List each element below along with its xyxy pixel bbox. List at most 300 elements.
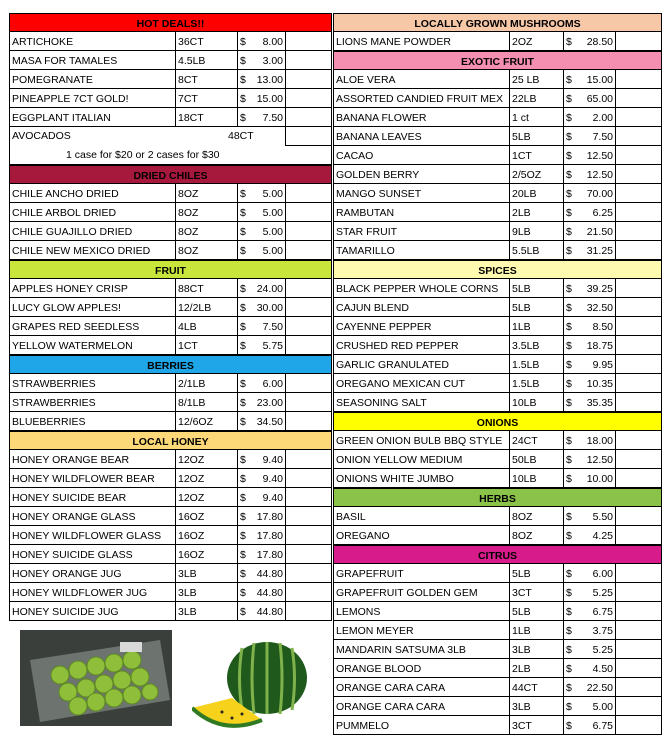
price-value: 35.35 bbox=[586, 397, 613, 409]
item-price bbox=[564, 317, 616, 335]
empty-cell bbox=[286, 222, 331, 240]
empty-cell bbox=[616, 564, 661, 582]
item-size: 22LB bbox=[510, 89, 564, 107]
price-value: 8.50 bbox=[592, 321, 613, 333]
item-row bbox=[10, 279, 331, 298]
item-row bbox=[334, 222, 661, 241]
item-price bbox=[238, 526, 286, 544]
item-size: 8OZ bbox=[510, 507, 564, 525]
item-row bbox=[334, 640, 661, 659]
price-value: 5.25 bbox=[592, 587, 613, 599]
currency-symbol: $ bbox=[566, 625, 572, 637]
currency-symbol: $ bbox=[566, 302, 572, 314]
empty-cell bbox=[286, 279, 331, 297]
item-size: 2/5OZ bbox=[510, 165, 564, 183]
empty-cell bbox=[286, 89, 331, 107]
item-name: SEASONING SALT bbox=[334, 393, 510, 411]
item-name: LEMON MEYER bbox=[334, 621, 510, 639]
item-name: STAR FRUIT bbox=[334, 222, 510, 240]
item-row bbox=[10, 108, 331, 127]
currency-symbol: $ bbox=[566, 682, 572, 694]
currency-symbol: $ bbox=[240, 93, 246, 105]
empty-cell bbox=[286, 241, 331, 259]
item-name: HONEY WILDFLOWER BEAR bbox=[10, 469, 176, 487]
section-header bbox=[10, 355, 331, 374]
item-name: LIONS MANE POWDER bbox=[334, 32, 510, 50]
price-value: 5.00 bbox=[592, 701, 613, 713]
item-price bbox=[564, 526, 616, 544]
price-value: 9.95 bbox=[592, 359, 613, 371]
item-name: GRAPES RED SEEDLESS bbox=[10, 317, 176, 335]
empty-cell bbox=[286, 374, 331, 392]
currency-symbol: $ bbox=[240, 207, 246, 219]
empty-cell bbox=[616, 678, 661, 696]
item-size: 44CT bbox=[510, 678, 564, 696]
section-header bbox=[334, 51, 661, 70]
item-name: GARLIC GRANULATED bbox=[334, 355, 510, 373]
price-value: 28.50 bbox=[586, 36, 613, 48]
item-size: 8OZ bbox=[176, 184, 238, 202]
currency-symbol: $ bbox=[240, 245, 246, 257]
empty-cell bbox=[616, 279, 661, 297]
item-name: ORANGE BLOOD bbox=[334, 659, 510, 677]
section-header bbox=[334, 545, 661, 564]
price-value: 9.40 bbox=[262, 492, 283, 504]
section-header-label: LOCALLY GROWN MUSHROOMS bbox=[414, 18, 581, 30]
currency-symbol: $ bbox=[566, 530, 572, 542]
item-name: CAYENNE PEPPER bbox=[334, 317, 510, 335]
price-value: 5.00 bbox=[262, 245, 283, 257]
grapes-clamshell-photo bbox=[20, 630, 172, 726]
item-price bbox=[238, 412, 286, 430]
price-value: 12.50 bbox=[586, 169, 613, 181]
avocado-deal bbox=[10, 127, 331, 165]
item-size: 3CT bbox=[510, 583, 564, 601]
section-header-label: HERBS bbox=[479, 493, 516, 505]
section-header-label: CITRUS bbox=[477, 550, 518, 562]
price-value: 12.50 bbox=[586, 454, 613, 466]
item-row bbox=[334, 602, 661, 621]
price-value: 5.25 bbox=[592, 644, 613, 656]
empty-cell bbox=[286, 469, 331, 487]
item-name: HONEY SUICIDE BEAR bbox=[10, 488, 176, 506]
item-price bbox=[238, 51, 286, 69]
item-size: 16OZ bbox=[176, 526, 238, 544]
item-size: 7CT bbox=[176, 89, 238, 107]
empty-cell bbox=[286, 108, 331, 126]
currency-symbol: $ bbox=[240, 549, 246, 561]
price-value: 23.00 bbox=[256, 397, 283, 409]
item-row bbox=[10, 545, 331, 564]
item-name: ONION YELLOW MEDIUM bbox=[334, 450, 510, 468]
price-value: 9.40 bbox=[262, 454, 283, 466]
item-row bbox=[10, 602, 331, 621]
item-size: 2LB bbox=[510, 203, 564, 221]
empty-cell bbox=[616, 697, 661, 715]
item-size: 8OZ bbox=[176, 241, 238, 259]
item-row bbox=[10, 70, 331, 89]
price-value: 5.00 bbox=[262, 188, 283, 200]
item-row bbox=[10, 564, 331, 583]
item-size: 8CT bbox=[176, 70, 238, 88]
item-size: 12OZ bbox=[176, 488, 238, 506]
item-name: BANANA LEAVES bbox=[334, 127, 510, 145]
section-header bbox=[334, 13, 661, 32]
currency-symbol: $ bbox=[566, 359, 572, 371]
section-header bbox=[10, 165, 331, 184]
item-size: 1 ct bbox=[510, 108, 564, 126]
price-value: 8.00 bbox=[262, 36, 283, 48]
item-size: 5LB bbox=[510, 564, 564, 582]
item-row bbox=[10, 450, 331, 469]
item-name: ONIONS WHITE JUMBO bbox=[334, 469, 510, 487]
empty-cell bbox=[286, 526, 331, 544]
item-name: GOLDEN BERRY bbox=[334, 165, 510, 183]
item-name: HONEY SUICIDE GLASS bbox=[10, 545, 176, 563]
empty-cell bbox=[286, 336, 331, 354]
price-value: 9.40 bbox=[262, 473, 283, 485]
empty-cell bbox=[286, 51, 331, 69]
item-name: MASA FOR TAMALES bbox=[10, 51, 176, 69]
section-header bbox=[334, 488, 661, 507]
item-size: 20LB bbox=[510, 184, 564, 202]
price-value: 13.00 bbox=[256, 74, 283, 86]
price-value: 34.50 bbox=[256, 416, 283, 428]
item-row bbox=[334, 374, 661, 393]
section-header bbox=[10, 260, 331, 279]
item-price bbox=[564, 621, 616, 639]
currency-symbol: $ bbox=[240, 340, 246, 352]
item-row bbox=[334, 355, 661, 374]
section-header-label: EXOTIC FRUIT bbox=[461, 56, 534, 68]
currency-symbol: $ bbox=[240, 473, 246, 485]
currency-symbol: $ bbox=[240, 302, 246, 314]
empty-cell bbox=[286, 393, 331, 411]
item-price bbox=[564, 203, 616, 221]
currency-symbol: $ bbox=[240, 492, 246, 504]
item-name: BASIL bbox=[334, 507, 510, 525]
item-name: MANDARIN SATSUMA 3LB bbox=[334, 640, 510, 658]
price-value: 18.00 bbox=[586, 435, 613, 447]
item-size: 3LB bbox=[176, 583, 238, 601]
item-name: CHILE ANCHO DRIED bbox=[10, 184, 176, 202]
item-row bbox=[334, 146, 661, 165]
item-price bbox=[238, 336, 286, 354]
divider bbox=[285, 127, 286, 146]
item-name: PINEAPPLE 7CT GOLD! bbox=[10, 89, 176, 107]
currency-symbol: $ bbox=[566, 131, 572, 143]
item-price bbox=[564, 450, 616, 468]
currency-symbol: $ bbox=[240, 321, 246, 333]
item-name: ORANGE CARA CARA bbox=[334, 697, 510, 715]
item-row bbox=[334, 393, 661, 412]
item-row bbox=[334, 336, 661, 355]
currency-symbol: $ bbox=[240, 606, 246, 618]
item-size: 1CT bbox=[510, 146, 564, 164]
price-value: 17.80 bbox=[256, 511, 283, 523]
item-price bbox=[564, 241, 616, 259]
section-header-label: HOT DEALS!! bbox=[136, 18, 205, 30]
item-name: BANANA FLOWER bbox=[334, 108, 510, 126]
yellow-watermelon-photo bbox=[192, 638, 322, 736]
item-price bbox=[238, 374, 286, 392]
currency-symbol: $ bbox=[566, 207, 572, 219]
empty-cell bbox=[616, 716, 661, 734]
item-size: 5.5LB bbox=[510, 241, 564, 259]
item-price bbox=[564, 165, 616, 183]
currency-symbol: $ bbox=[566, 169, 572, 181]
item-row bbox=[10, 51, 331, 70]
item-price bbox=[564, 431, 616, 449]
item-size: 12OZ bbox=[176, 469, 238, 487]
item-name: HONEY WILDFLOWER JUG bbox=[10, 583, 176, 601]
item-size: 12/2LB bbox=[176, 298, 238, 316]
section-header-label: SPICES bbox=[478, 265, 517, 277]
item-price bbox=[238, 393, 286, 411]
item-size: 3.5LB bbox=[510, 336, 564, 354]
item-row bbox=[334, 279, 661, 298]
item-size: 10LB bbox=[510, 393, 564, 411]
price-value: 5.50 bbox=[592, 511, 613, 523]
price-value: 3.75 bbox=[592, 625, 613, 637]
price-value: 17.80 bbox=[256, 530, 283, 542]
item-price bbox=[238, 507, 286, 525]
item-name: ORANGE CARA CARA bbox=[334, 678, 510, 696]
item-row bbox=[334, 127, 661, 146]
item-size: 3LB bbox=[510, 640, 564, 658]
currency-symbol: $ bbox=[240, 587, 246, 599]
item-row bbox=[10, 374, 331, 393]
item-name: YELLOW WATERMELON bbox=[10, 336, 176, 354]
item-name: GRAPEFRUIT GOLDEN GEM bbox=[334, 583, 510, 601]
empty-cell bbox=[286, 583, 331, 601]
item-price bbox=[238, 602, 286, 620]
item-price bbox=[564, 659, 616, 677]
item-size: 5LB bbox=[510, 279, 564, 297]
item-name: GREEN ONION BULB BBQ STYLE bbox=[334, 431, 510, 449]
item-price bbox=[238, 203, 286, 221]
item-row bbox=[334, 697, 661, 716]
item-price bbox=[564, 222, 616, 240]
item-name: LUCY GLOW APPLES! bbox=[10, 298, 176, 316]
empty-cell bbox=[616, 165, 661, 183]
item-row bbox=[10, 507, 331, 526]
empty-cell bbox=[616, 450, 661, 468]
currency-symbol: $ bbox=[566, 36, 572, 48]
item-size: 3CT bbox=[510, 716, 564, 734]
item-size: 50LB bbox=[510, 450, 564, 468]
price-value: 4.50 bbox=[592, 663, 613, 675]
price-value: 5.00 bbox=[262, 207, 283, 219]
item-row bbox=[10, 336, 331, 355]
price-value: 31.25 bbox=[586, 245, 613, 257]
empty-cell bbox=[286, 317, 331, 335]
currency-symbol: $ bbox=[240, 55, 246, 67]
currency-symbol: $ bbox=[566, 378, 572, 390]
currency-symbol: $ bbox=[566, 568, 572, 580]
item-name: ARTICHOKE bbox=[10, 32, 176, 50]
section-header-label: ONIONS bbox=[476, 417, 519, 429]
item-row bbox=[334, 70, 661, 89]
empty-cell bbox=[616, 469, 661, 487]
price-value: 22.50 bbox=[586, 682, 613, 694]
item-row bbox=[334, 659, 661, 678]
item-size: 16OZ bbox=[176, 507, 238, 525]
item-size: 1LB bbox=[510, 621, 564, 639]
item-row bbox=[334, 89, 661, 108]
item-size: 4LB bbox=[176, 317, 238, 335]
item-name: APPLES HONEY CRISP bbox=[10, 279, 176, 297]
empty-cell bbox=[286, 564, 331, 582]
empty-cell bbox=[286, 203, 331, 221]
empty-cell bbox=[286, 545, 331, 563]
currency-symbol: $ bbox=[566, 93, 572, 105]
item-name: POMEGRANATE bbox=[10, 70, 176, 88]
price-value: 6.00 bbox=[262, 378, 283, 390]
price-value: 32.50 bbox=[586, 302, 613, 314]
section-header-label: BERRIES bbox=[147, 360, 194, 372]
empty-cell bbox=[616, 32, 661, 50]
item-name: CRUSHED RED PEPPER bbox=[334, 336, 510, 354]
price-value: 2.00 bbox=[592, 112, 613, 124]
currency-symbol: $ bbox=[566, 587, 572, 599]
item-price bbox=[564, 469, 616, 487]
item-size: 9LB bbox=[510, 222, 564, 240]
price-value: 17.80 bbox=[256, 549, 283, 561]
item-size: 25 LB bbox=[510, 70, 564, 88]
empty-cell bbox=[286, 488, 331, 506]
currency-symbol: $ bbox=[566, 150, 572, 162]
currency-symbol: $ bbox=[240, 283, 246, 295]
item-row bbox=[334, 469, 661, 488]
price-value: 10.35 bbox=[586, 378, 613, 390]
item-size: 48CT bbox=[228, 130, 254, 142]
price-value: 44.80 bbox=[256, 606, 283, 618]
item-size: 8OZ bbox=[510, 526, 564, 544]
item-price bbox=[564, 697, 616, 715]
empty-cell bbox=[286, 507, 331, 525]
item-price bbox=[564, 393, 616, 411]
item-name: LEMONS bbox=[334, 602, 510, 620]
currency-symbol: $ bbox=[566, 188, 572, 200]
item-price bbox=[238, 469, 286, 487]
item-row bbox=[10, 488, 331, 507]
currency-symbol: $ bbox=[566, 112, 572, 124]
item-price bbox=[564, 602, 616, 620]
item-row bbox=[334, 298, 661, 317]
price-value: 5.00 bbox=[262, 226, 283, 238]
section-header-label: LOCAL HONEY bbox=[132, 436, 209, 448]
price-value: 24.00 bbox=[256, 283, 283, 295]
item-row bbox=[10, 298, 331, 317]
empty-cell bbox=[286, 602, 331, 620]
item-row bbox=[334, 526, 661, 545]
item-size: 5LB bbox=[510, 602, 564, 620]
currency-symbol: $ bbox=[566, 397, 572, 409]
price-value: 6.75 bbox=[592, 606, 613, 618]
empty-cell bbox=[616, 602, 661, 620]
empty-cell bbox=[616, 127, 661, 145]
section-header bbox=[334, 412, 661, 431]
item-row bbox=[10, 241, 331, 260]
item-row bbox=[334, 241, 661, 260]
right-column bbox=[333, 13, 662, 735]
item-name: ALOE VERA bbox=[334, 70, 510, 88]
item-row bbox=[334, 431, 661, 450]
price-value: 3.00 bbox=[262, 55, 283, 67]
item-row bbox=[334, 317, 661, 336]
item-size: 16OZ bbox=[176, 545, 238, 563]
currency-symbol: $ bbox=[240, 511, 246, 523]
empty-cell bbox=[616, 184, 661, 202]
item-row bbox=[10, 317, 331, 336]
empty-cell bbox=[616, 317, 661, 335]
item-price bbox=[564, 127, 616, 145]
empty-cell bbox=[616, 70, 661, 88]
empty-cell bbox=[286, 298, 331, 316]
empty-cell bbox=[616, 393, 661, 411]
item-price bbox=[564, 146, 616, 164]
section-header bbox=[10, 431, 331, 450]
price-value: 70.00 bbox=[586, 188, 613, 200]
currency-symbol: $ bbox=[566, 663, 572, 675]
price-value: 18.75 bbox=[586, 340, 613, 352]
item-row bbox=[10, 203, 331, 222]
empty-cell bbox=[616, 355, 661, 373]
item-price bbox=[564, 640, 616, 658]
empty-cell bbox=[286, 184, 331, 202]
item-price bbox=[564, 70, 616, 88]
empty-cell bbox=[616, 583, 661, 601]
item-size: 8OZ bbox=[176, 222, 238, 240]
price-value: 15.00 bbox=[586, 74, 613, 86]
item-name: CHILE NEW MEXICO DRIED bbox=[10, 241, 176, 259]
item-row bbox=[334, 32, 661, 51]
empty-cell bbox=[616, 336, 661, 354]
item-row bbox=[10, 583, 331, 602]
item-price bbox=[564, 678, 616, 696]
item-price bbox=[238, 241, 286, 259]
item-name: BLACK PEPPER WHOLE CORNS bbox=[334, 279, 510, 297]
currency-symbol: $ bbox=[240, 74, 246, 86]
item-name: ASSORTED CANDIED FRUIT MEX bbox=[334, 89, 510, 107]
item-name: BLUEBERRIES bbox=[10, 412, 176, 430]
price-value: 12.50 bbox=[586, 150, 613, 162]
price-value: 7.50 bbox=[262, 321, 283, 333]
item-price bbox=[564, 184, 616, 202]
item-row bbox=[334, 716, 661, 735]
item-size: 36CT bbox=[176, 32, 238, 50]
item-price bbox=[564, 336, 616, 354]
currency-symbol: $ bbox=[240, 36, 246, 48]
item-name: PUMMELO bbox=[334, 716, 510, 734]
item-name: STRAWBERRIES bbox=[10, 393, 176, 411]
item-name: OREGANO MEXICAN CUT bbox=[334, 374, 510, 392]
empty-cell bbox=[616, 640, 661, 658]
price-value: 39.25 bbox=[586, 283, 613, 295]
item-size: 1.5LB bbox=[510, 374, 564, 392]
item-size: 3LB bbox=[176, 564, 238, 582]
price-value: 4.25 bbox=[592, 530, 613, 542]
item-row bbox=[334, 583, 661, 602]
currency-symbol: $ bbox=[566, 340, 572, 352]
empty-cell bbox=[616, 203, 661, 221]
currency-symbol: $ bbox=[566, 473, 572, 485]
item-price bbox=[564, 716, 616, 734]
item-price bbox=[564, 279, 616, 297]
item-name: HONEY WILDFLOWER GLASS bbox=[10, 526, 176, 544]
empty-cell bbox=[616, 241, 661, 259]
